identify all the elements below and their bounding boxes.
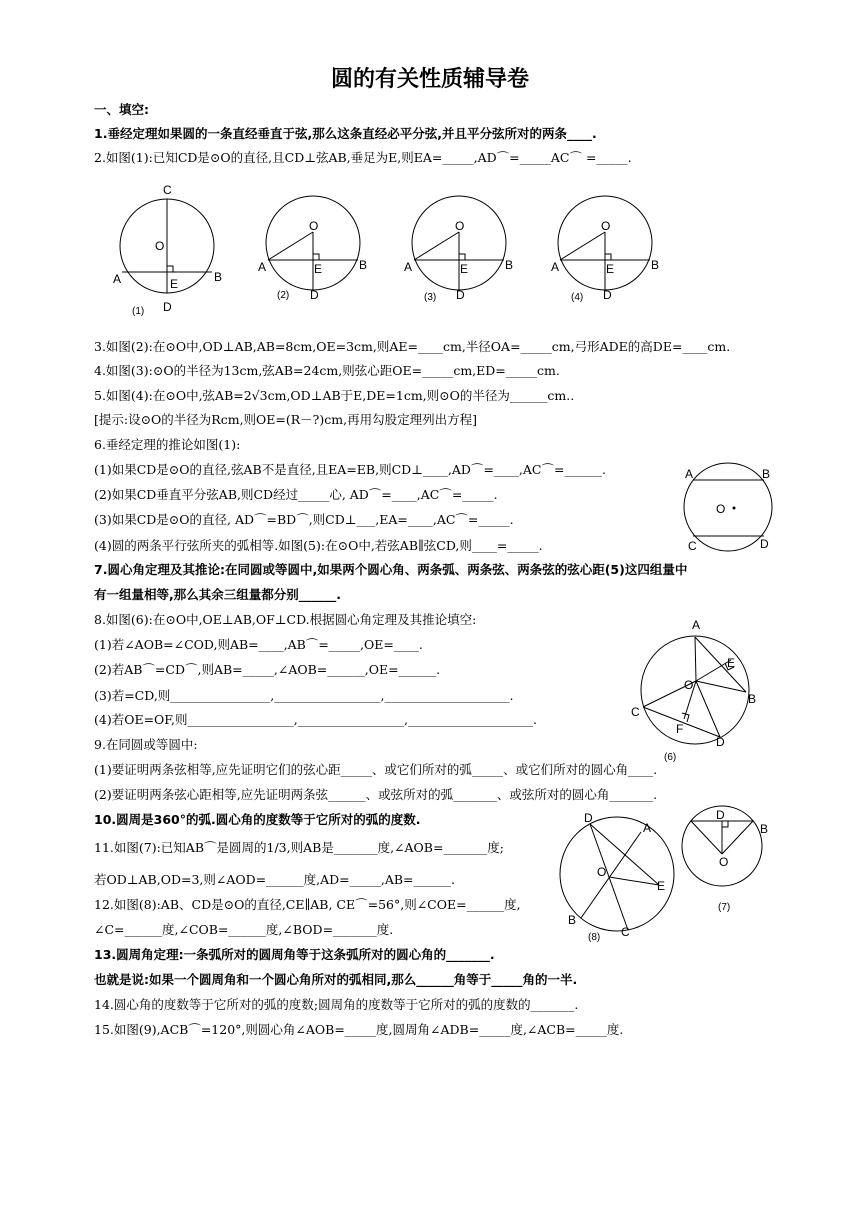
question-11-cont: 若OD⊥AB,OD=3,则∠AOD=______度,AD=_____,AB=______. xyxy=(94,872,456,887)
label-o: O xyxy=(597,865,607,879)
page-title: 圆的有关性质辅导卷 xyxy=(330,67,529,92)
question-6-2: (2)如果CD垂直平分弦AB,则CD经过_____心, AD⌒=____,AC⌒=_____. xyxy=(94,487,498,502)
label-o: O xyxy=(455,219,465,233)
label-d: D xyxy=(163,300,172,314)
figure-2 xyxy=(255,185,380,310)
label-e: E xyxy=(314,262,323,276)
question-12: 12.如图(8):AB、CD是⊙O的直径,CE∥AB, CE⌒=56°,则∠COE=______度, xyxy=(94,897,521,912)
label-c: C xyxy=(631,705,640,719)
label-b: B xyxy=(568,913,577,927)
label-e: E xyxy=(460,262,469,276)
label-b: B xyxy=(214,270,223,284)
label-d: D xyxy=(456,288,465,302)
label-a: A xyxy=(643,821,652,835)
figure-caption: (7) xyxy=(718,902,731,913)
figure-5 xyxy=(680,462,790,562)
label-e: E xyxy=(170,277,179,291)
figure-6 xyxy=(628,615,768,765)
question-6-3: (3)如果CD是⊙O的直径, AD⌒=BD⌒,则CD⊥___,EA=____,AC⌒=_____. xyxy=(94,512,514,527)
question-13-cont: 也就是说:如果一个圆周角和一个圆心角所对的弧相同,那么______角等于_____角的一半. xyxy=(94,972,578,987)
label-d: D xyxy=(603,288,612,302)
label-d: D xyxy=(716,735,725,749)
label-e: E xyxy=(727,656,736,670)
question-2: 2.如图(1):已知CD是⊙O的直径,且CD⊥弦AB,垂足为E,则EA=_____,AD⌒=_____AC⌒ =_____. xyxy=(94,150,632,165)
label-d: D xyxy=(310,288,319,302)
label-o: O xyxy=(719,855,729,869)
label-a: A xyxy=(551,260,560,274)
question-8: 8.如图(6):在⊙O中,OE⊥AB,OF⊥CD.根据圆心角定理及其推论填空: xyxy=(94,612,477,627)
label-a: A xyxy=(404,260,413,274)
question-14: 14.圆心角的度数等于它所对的弧的度数;圆周角的度数等于它所对的弧的度数的_______. xyxy=(94,997,579,1012)
figure-1 xyxy=(110,180,230,320)
label-o: O xyxy=(601,219,611,233)
figure-4 xyxy=(545,185,670,310)
label-b: B xyxy=(505,258,514,272)
question-7-cont: 有一组量相等,那么其余三组量都分别______. xyxy=(94,587,341,602)
figure-caption: (2) xyxy=(277,290,290,301)
label-d: D xyxy=(716,808,725,822)
question-5: 5.如图(4):在⊙O中,弦AB=2√3cm,OD⊥AB于E,DE=1cm,则⊙O的半径为______cm.. xyxy=(94,388,575,403)
label-e: E xyxy=(606,262,615,276)
label-o: O xyxy=(155,239,165,253)
section-heading: 一、填空: xyxy=(94,102,149,117)
question-11: 11.如图(7):已知AB⌒是圆周的1/3,则AB是_______度,∠AOB=_______度; xyxy=(94,840,504,855)
question-9-1: (1)要证明两条弦相等,应先证明它们的弦心距_____、或它们所对的弧_____、或它们所对的圆心角____. xyxy=(94,762,658,777)
question-1: 1.垂经定理如果圆的一条直经垂直于弦,那么这条直经必平分弦,并且平分弦所对的两条____. xyxy=(94,126,597,141)
question-6-4: (4)圆的两条平行弦所夹的弧相等.如图(5):在⊙O中,若弦AB∥弦CD,则____=_____. xyxy=(94,538,543,553)
figure-caption: (6) xyxy=(664,752,677,763)
label-c: C xyxy=(163,183,172,197)
question-13: 13.圆周角定理:一条弧所对的圆周角等于这条弧所对的圆心角的_______. xyxy=(94,947,495,962)
question-12-cont: ∠C=______度,∠COB=______度,∠BOD=_______度. xyxy=(94,922,394,937)
question-10: 10.圆周是360°的弧.圆心角的度数等于它所对的弧的度数. xyxy=(94,812,421,827)
label-b: B xyxy=(651,258,660,272)
question-8-3: (3)若=CD,则________________,_________________,____________________. xyxy=(94,688,514,703)
question-5-hint: [提示:设⊙O的半径为Rcm,则OE=(R－?)cm,再用勾股定理列出方程] xyxy=(94,412,477,427)
label-b: B xyxy=(762,467,771,481)
question-15: 15.如图(9),ACB⌒=120°,则圆心角∠AOB=_____度,圆周角∠ADB=_____度,∠ACB=_____度. xyxy=(94,1022,624,1037)
question-8-4: (4)若OE=OF,则_________________,_________________,____________________. xyxy=(94,712,537,727)
label-f: F xyxy=(676,722,684,736)
label-c: C xyxy=(688,539,697,553)
label-o: O xyxy=(309,219,319,233)
figure-caption: (3) xyxy=(424,292,437,303)
label-a: A xyxy=(692,618,701,632)
question-3: 3.如图(2):在⊙O中,OD⊥AB,AB=8cm,OE=3cm,则AE=____cm,半径OA=_____cm,弓形ADE的高DE=____cm. xyxy=(94,339,731,354)
label-e: E xyxy=(657,879,666,893)
label-d: D xyxy=(584,811,593,825)
figure-caption: (1) xyxy=(132,306,145,317)
question-6: 6.垂经定理的推论如图(1): xyxy=(94,437,241,452)
figure-8 xyxy=(555,812,680,947)
label-o: O xyxy=(684,678,694,692)
label-b: B xyxy=(748,692,757,706)
question-9-2: (2)要证明两条弦心距相等,应先证明两条弦______、或弦所对的弧_______、或弦所对的圆心角_______. xyxy=(94,787,658,802)
figure-caption: (8) xyxy=(588,932,601,943)
figure-7 xyxy=(680,806,790,916)
question-7: 7.圆心角定理及其推论:在同圆或等圆中,如果两个圆心角、两条弧、两条弦、两条弦的弦心距(5)这四组量中 xyxy=(94,562,688,577)
figure-3 xyxy=(400,185,525,310)
label-b: B xyxy=(359,258,368,272)
label-d: D xyxy=(760,537,769,551)
question-4: 4.如图(3):⊙O的半径为13cm,弦AB=24cm,则弦心距OE=_____cm,ED=_____cm. xyxy=(94,363,560,378)
label-a: A xyxy=(113,272,122,286)
question-8-1: (1)若∠AOB=∠COD,则AB=____,AB⌒=_____,OE=____. xyxy=(94,637,423,652)
label-a: A xyxy=(685,467,694,481)
question-6-1: (1)如果CD是⊙O的直径,弦AB不是直径,且EA=EB,则CD⊥____,AD⌒=____,AC⌒=______. xyxy=(94,462,606,477)
question-8-2: (2)若AB⌒=CD⌒,则AB=_____,∠AOB=______,OE=______. xyxy=(94,662,441,677)
label-b: B xyxy=(760,822,769,836)
label-a: A xyxy=(258,260,267,274)
label-c: C xyxy=(621,925,630,939)
figure-caption: (4) xyxy=(571,292,584,303)
label-o: O xyxy=(716,502,726,516)
question-9: 9.在同圆或等圆中: xyxy=(94,737,198,752)
